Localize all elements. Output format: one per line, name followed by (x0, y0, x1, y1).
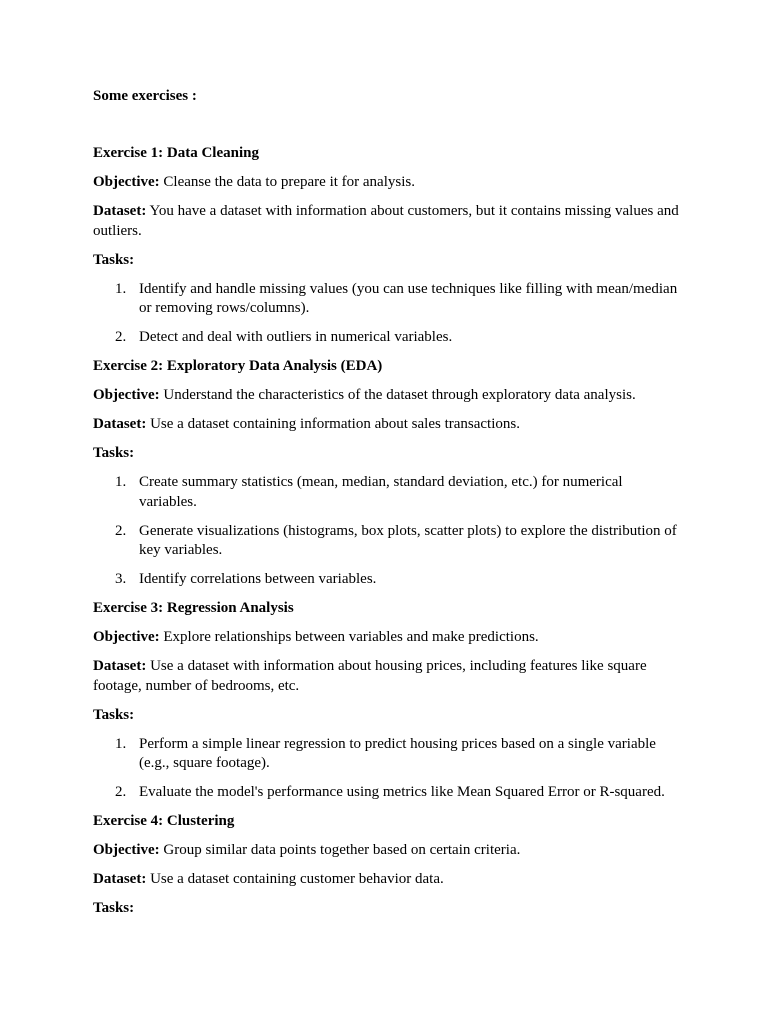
exercise-title: Exercise 3: Regression Analysis (93, 600, 294, 616)
exercise-title: Exercise 1: Data Cleaning (93, 145, 259, 161)
objective-label: Objective: (93, 629, 160, 645)
task-item (93, 280, 683, 319)
dataset-label: Dataset: (93, 416, 147, 432)
exercise-2 (93, 357, 683, 590)
objective-line (93, 386, 683, 406)
task-item (93, 473, 683, 512)
document-page (93, 86, 683, 928)
tasks-label: Tasks: (93, 706, 135, 723)
objective-line (93, 841, 683, 861)
objective-text: Understand the characteristics of the dataset through exploratory data analysis. (159, 387, 636, 403)
dataset-text: Use a dataset containing customer behavior data. (146, 871, 444, 887)
task-text: Detect and deal with outliers in numerical variables. (139, 329, 453, 345)
task-item (93, 328, 683, 348)
task-item (93, 783, 683, 803)
task-item (93, 570, 683, 590)
task-list (93, 735, 683, 803)
objective-text: Group similar data points together based on certain criteria. (159, 842, 521, 858)
task-number: 1. (115, 735, 127, 752)
task-text: Create summary statistics (mean, median, standard deviation, etc.) for numerical variables. (139, 474, 623, 510)
objective-label: Objective: (93, 174, 160, 190)
dataset-text: You have a dataset with information about customers, but it contains missing values and outliers. (93, 203, 679, 239)
task-text: Perform a simple linear regression to predict housing prices based on a single variable (e.g., square footage). (139, 735, 656, 771)
dataset-line (93, 415, 683, 435)
task-text: Identify and handle missing values (you can use techniques like filling with mean/median or removing rows/columns). (139, 280, 678, 316)
task-text: Identify correlations between variables. (139, 571, 377, 587)
task-item (93, 522, 683, 561)
task-list (93, 473, 683, 590)
dataset-label: Dataset: (93, 871, 147, 887)
task-number: 1. (115, 280, 127, 297)
objective-label: Objective: (93, 387, 160, 403)
dataset-line (93, 202, 683, 241)
task-number: 2. (115, 784, 127, 800)
dataset-text: Use a dataset with information about housing prices, including features like square footage, number of bedrooms, etc. (93, 658, 647, 694)
task-text: Evaluate the model's performance using metrics like Mean Squared Error or R-squared. (139, 784, 665, 800)
exercise-title: Exercise 4: Clustering (93, 813, 235, 829)
dataset-line (93, 870, 683, 890)
exercise-3 (93, 599, 683, 803)
exercise-title: Exercise 2: Exploratory Data Analysis (EDA) (93, 358, 383, 374)
task-number: 2. (115, 329, 127, 345)
task-text: Generate visualizations (histograms, box plots, scatter plots) to explore the distribution of key variables. (139, 522, 677, 558)
tasks-label: Tasks: (93, 900, 135, 916)
task-number: 2. (115, 522, 127, 539)
objective-line (93, 173, 683, 193)
exercise-4 (93, 812, 683, 919)
dataset-text: Use a dataset containing information about sales transactions. (146, 416, 520, 432)
objective-label: Objective: (93, 842, 160, 858)
intro-heading: Some exercises : (93, 88, 197, 104)
objective-line (93, 628, 683, 648)
task-number: 3. (115, 571, 127, 587)
tasks-label: Tasks: (93, 445, 135, 461)
objective-text: Explore relationships between variables and make predictions. (159, 629, 539, 645)
objective-text: Cleanse the data to prepare it for analysis. (159, 174, 415, 190)
task-number: 1. (115, 474, 127, 490)
task-item (93, 735, 683, 774)
dataset-label: Dataset: (93, 203, 147, 219)
dataset-label: Dataset: (93, 658, 147, 674)
exercise-1 (93, 144, 683, 348)
tasks-label: Tasks: (93, 251, 135, 268)
dataset-line (93, 657, 683, 696)
task-list (93, 280, 683, 348)
